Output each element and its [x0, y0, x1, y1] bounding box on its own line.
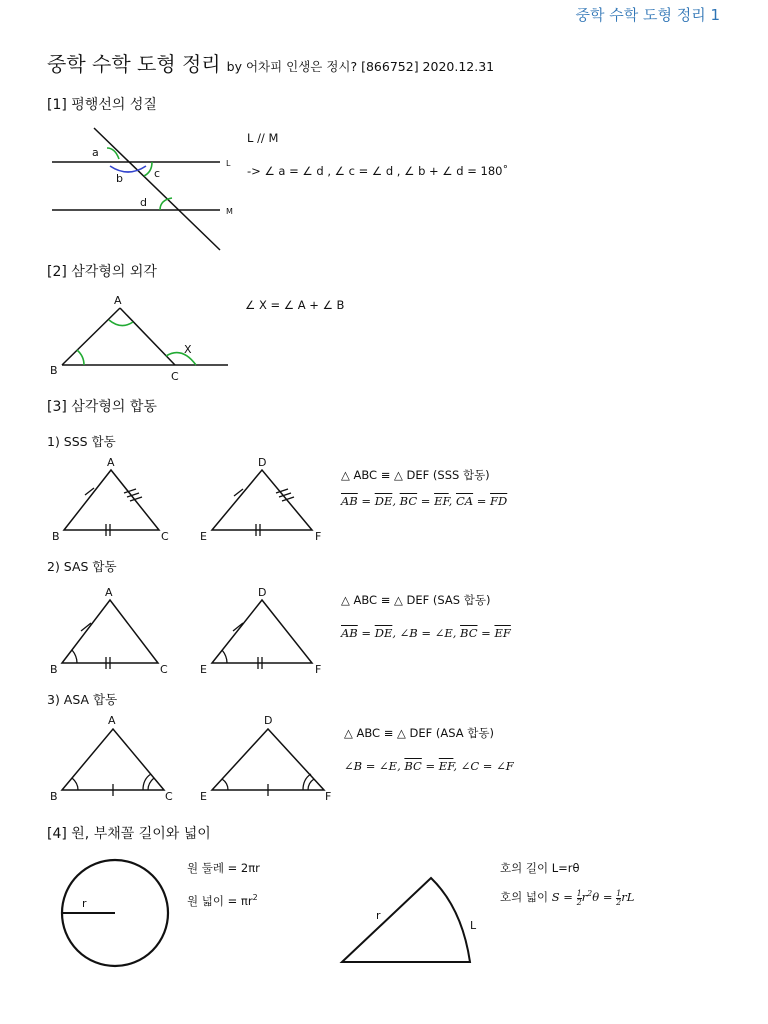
sas-triangle-def [198, 586, 338, 678]
section-heading-exterior: [2] 삼각형의 외각 [47, 264, 157, 280]
exterior-equation: ∠ X = ∠ A + ∠ B [245, 298, 345, 312]
vertex-label-D: D [258, 586, 267, 599]
vertex-label-E: E [200, 790, 207, 803]
angle-label-d: d [140, 196, 147, 209]
angle-label-c: c [154, 167, 161, 180]
circle-area: 원 넓이 = $\pi r^2$ [187, 893, 258, 908]
sss-triangle-def [198, 455, 338, 545]
vertex-label-A: A [108, 714, 116, 727]
sss-title: 1) SSS 합동 [47, 434, 116, 449]
line-label-L: L [226, 159, 231, 168]
vertex-label-B: B [52, 530, 60, 543]
running-header: 중학 수학 도형 정리 1 [575, 6, 720, 24]
parallel-lines-figure [48, 122, 248, 252]
parallel-equation: -> ∠ a = ∠ d , ∠ c = ∠ d , ∠ b + ∠ d = 180˚ [247, 164, 509, 178]
section-heading-circle: [4] 원, 부채꼴 길이와 넓이 [47, 826, 211, 842]
section-heading-congruence: [3] 삼각형의 합동 [47, 399, 157, 415]
arc-area: 호의 넓이 S = $\frac{1}{2}$ $r^2\theta$ = $\frac{1}{2}$ rL [500, 888, 635, 907]
angle-label-X: X [184, 343, 192, 356]
sas-title: 2) SAS 합동 [47, 559, 117, 574]
arc-length: 호의 길이 L=rθ [500, 861, 580, 875]
vertex-label-B: B [50, 364, 58, 377]
byline: by 어차피 인생은 정시? [866752] 2020.12.31 [226, 59, 495, 74]
title-text: 중학 수학 도형 정리 [47, 52, 221, 76]
sas-equation: $\overline{AB} = \overline{DE}$, ∠B = ∠E, $\overline{BC} = \overline{EF}$ [341, 626, 511, 640]
vertex-label-C: C [171, 370, 179, 383]
vertex-label-A: A [107, 456, 115, 469]
asa-title: 3) ASA 합동 [47, 692, 118, 707]
exterior-angle-figure [48, 292, 248, 382]
line-label-M: M [226, 207, 233, 216]
sector-radius-label: r [376, 909, 381, 922]
vertex-label-A: A [114, 294, 122, 307]
asa-triangle-abc [48, 713, 188, 805]
circle-figure [48, 855, 178, 975]
sss-statement: △ ABC ≡ △ DEF (SSS 합동) [341, 468, 490, 482]
vertex-label-C: C [165, 790, 173, 803]
asa-equation: ∠B = ∠E, $\overline{BC} = \overline{EF}$, ∠C = ∠F [344, 759, 514, 773]
sas-statement: △ ABC ≡ △ DEF (SAS 합동) [341, 593, 491, 607]
radius-label: r [82, 897, 87, 910]
vertex-label-E: E [200, 663, 207, 676]
sector-figure [336, 872, 496, 972]
sector-arc-label: L [470, 919, 477, 932]
circle-circumference: 원 둘레 = 2πr [187, 861, 260, 875]
sas-triangle-abc [48, 586, 188, 678]
sss-equation: $\overline{AB} = \overline{DE}$, $\overline{BC} = \overline{EF}$, $\overline{CA} = \overline{FD}$ [341, 494, 508, 508]
vertex-label-B: B [50, 790, 58, 803]
vertex-label-D: D [264, 714, 273, 727]
angle-label-b: b [116, 172, 123, 185]
vertex-label-D: D [258, 456, 267, 469]
asa-triangle-def [198, 713, 338, 805]
vertex-label-C: C [161, 530, 169, 543]
parallel-relation: L // M [247, 131, 279, 145]
vertex-label-A: A [105, 586, 113, 599]
asa-statement: △ ABC ≡ △ DEF (ASA 합동) [344, 726, 495, 740]
arc-area-text: 호의 넓이 [500, 890, 549, 904]
sss-triangle-abc [48, 455, 188, 545]
vertex-label-C: C [160, 663, 168, 676]
circle-area-text: 원 넓이 = πr [187, 894, 253, 908]
vertex-label-F: F [325, 790, 332, 803]
vertex-label-F: F [315, 530, 322, 543]
document-title [47, 48, 494, 77]
vertex-label-B: B [50, 663, 58, 676]
vertex-label-E: E [200, 530, 207, 543]
vertex-label-F: F [315, 663, 322, 676]
angle-label-a: a [92, 146, 99, 159]
section-heading-parallel: [1] 평행선의 성질 [47, 97, 157, 113]
